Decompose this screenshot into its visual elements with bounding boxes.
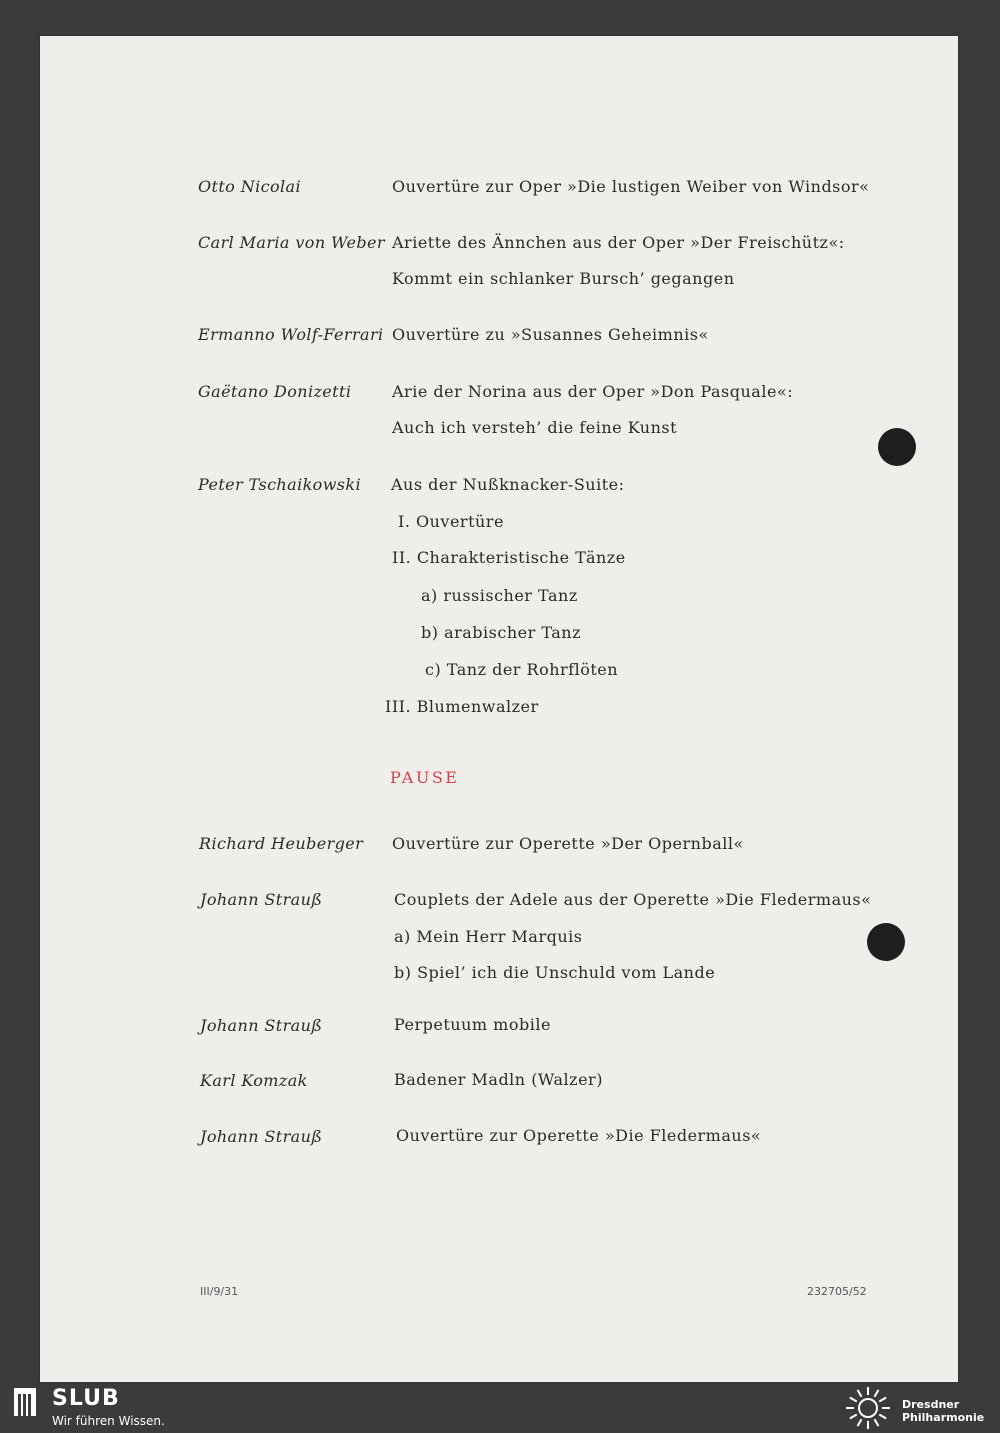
composer-name: Johann Strauß (200, 1127, 323, 1146)
movement-part: c) Tanz der Rohrflöten (425, 660, 619, 679)
work-title: Couplets der Adele aus der Operette »Die Fledermaus« (394, 890, 872, 909)
composer-name: Johann Strauß (200, 1016, 323, 1035)
composer-name: Johann Strauß (200, 890, 323, 909)
slub-tagline: Wir führen Wissen. (52, 1414, 165, 1428)
composer-name: Karl Komzak (200, 1071, 308, 1090)
dresdner-philharmonie-logo-icon (842, 1386, 894, 1430)
slub-logo-icon (12, 1386, 40, 1422)
movement-part: a) russischer Tanz (421, 586, 578, 605)
work-title: Aus der Nußknacker-Suite: (391, 475, 625, 494)
work-subtitle: b) Spiel’ ich die Unschuld vom Lande (394, 963, 716, 982)
orchestra-name-line1: Dresdner (902, 1398, 960, 1411)
work-title: Perpetuum mobile (394, 1015, 551, 1034)
movement: I. Ouvertüre (398, 512, 504, 531)
work-title: Ouvertüre zur Operette »Der Opernball« (392, 834, 744, 853)
composer-name: Richard Heuberger (199, 834, 364, 853)
composer-name: Otto Nicolai (198, 177, 301, 196)
work-subtitle: a) Mein Herr Marquis (394, 927, 583, 946)
movement: II. Charakteristische Tänze (392, 548, 626, 567)
composer-name: Peter Tschaikowski (198, 475, 362, 494)
composer-name: Carl Maria von Weber (198, 233, 385, 252)
slub-name: SLUB (52, 1386, 120, 1411)
print-code-right: 232705/52 (807, 1285, 867, 1298)
movement-part: b) arabischer Tanz (421, 623, 582, 642)
work-subtitle: Kommt ein schlanker Bursch’ gegangen (392, 269, 735, 288)
composer-name: Ermanno Wolf-Ferrari (198, 325, 384, 344)
print-code-left: III/9/31 (200, 1285, 239, 1298)
punch-hole (878, 428, 916, 466)
composer-name: Gaëtano Donizetti (198, 382, 352, 401)
work-title: Ariette des Ännchen aus der Oper »Der Freischütz«: (392, 233, 845, 252)
work-subtitle: Auch ich versteh’ die feine Kunst (392, 418, 678, 437)
work-title: Ouvertüre zu »Susannes Geheimnis« (392, 325, 709, 344)
punch-hole (867, 923, 905, 961)
pause-heading: PAUSE (390, 768, 460, 787)
work-title: Arie der Norina aus der Oper »Don Pasquale«: (392, 382, 794, 401)
orchestra-name-line2: Philharmonie (902, 1411, 985, 1424)
movement: III. Blumenwalzer (385, 697, 539, 716)
work-title: Ouvertüre zur Oper »Die lustigen Weiber von Windsor« (392, 177, 870, 196)
dresdner-philharmonie-name (902, 1398, 984, 1424)
work-title: Badener Madln (Walzer) (394, 1070, 603, 1089)
work-title: Ouvertüre zur Operette »Die Fledermaus« (396, 1126, 762, 1145)
